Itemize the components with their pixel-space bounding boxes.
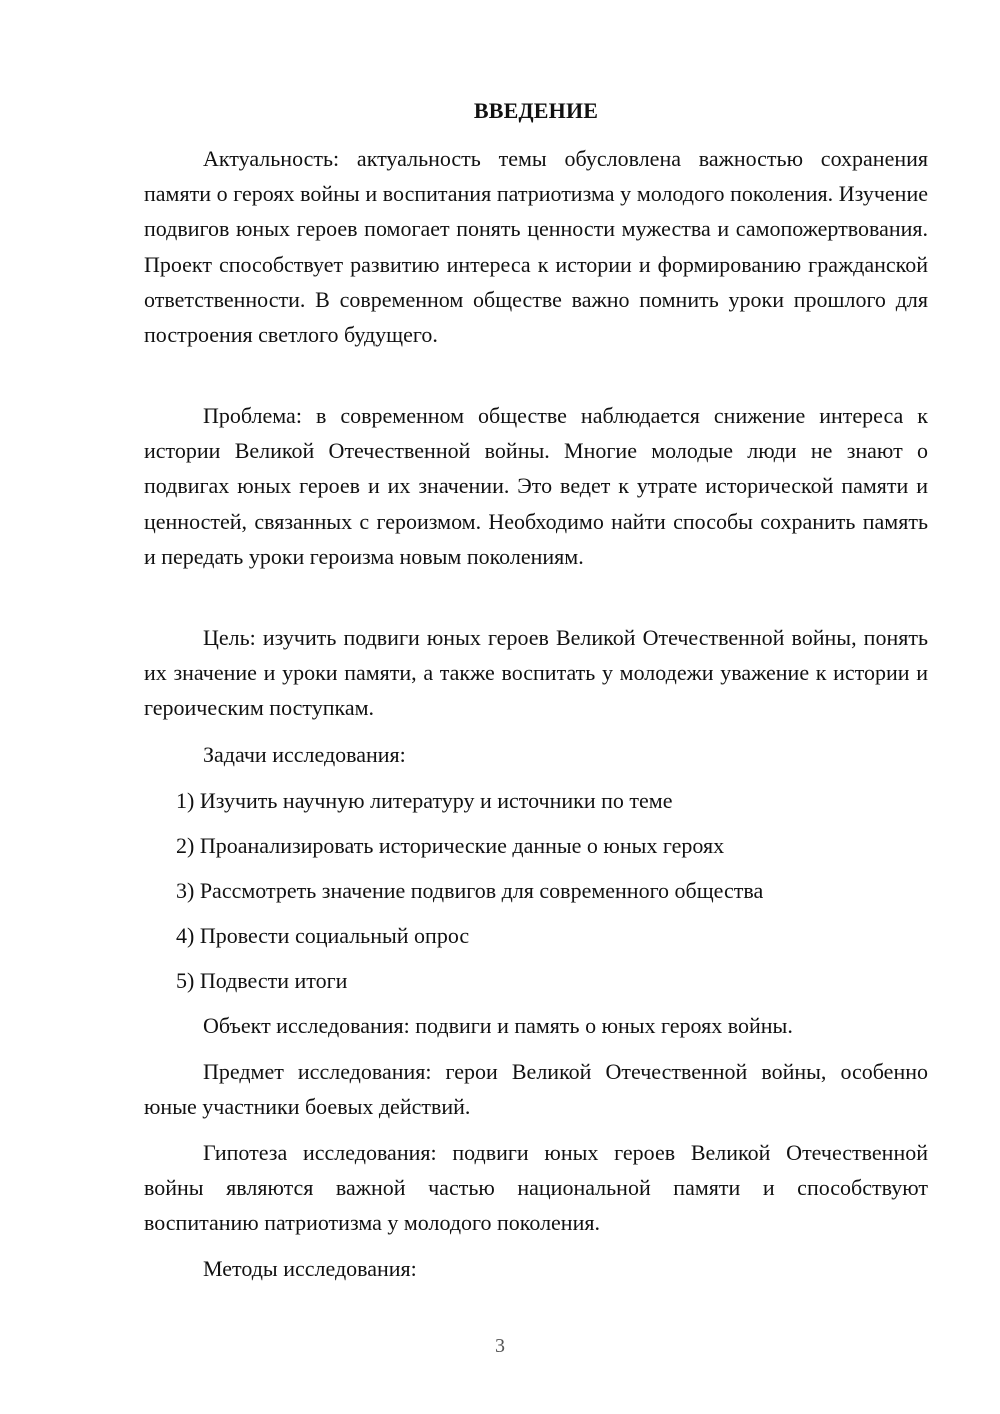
page-number: 3	[495, 1335, 505, 1357]
paragraph-tasks-heading: Задачи исследования:	[203, 742, 406, 767]
task-list-item-5: 5) Подвести итоги	[176, 968, 348, 993]
task-list-item-2: 2) Проанализировать исторические данные о юных героях	[176, 833, 725, 858]
paragraph-goal: Цель: изучить подвиги юных героев Великой Отечественной войны, понять их значение и уроки памяти, а также воспитать у молодежи уважение к истории и героическим поступкам.	[144, 625, 928, 721]
section-title: ВВЕДЕНИЕ	[473, 98, 599, 123]
paragraph-methods-heading: Методы исследования:	[203, 1256, 417, 1281]
task-list-item-3: 3) Рассмотреть значение подвигов для современного общества	[176, 878, 764, 903]
task-list-item-4: 4) Провести социальный опрос	[176, 923, 470, 948]
paragraph-object: Объект исследования: подвиги и память о юных героях войны.	[203, 1013, 793, 1038]
paragraph-hypothesis: Гипотеза исследования: подвиги юных героев Великой Отечественной войны являются важной частью национальной памяти и способствуют воспитанию патриотизма у молодого поколения.	[144, 1140, 928, 1236]
task-list-item-1: 1) Изучить научную литературу и источники по теме	[176, 788, 673, 813]
paragraph-problem: Проблема: в современном обществе наблюдается снижение интереса к истории Великой Отечественной войны. Многие молодые люди не знают о подвигах юных героев и их значении. Это ведет к утрате исторической памяти и ценностей, связанных с героизмом. Необходимо найти способы сохранить память и передать уроки героизма новым поколениям.	[144, 403, 928, 569]
paragraph-subject: Предмет исследования: герои Великой Отечественной войны, особенно юные участники боевых действий.	[144, 1059, 928, 1120]
paragraph-relevance: Актуальность: актуальность темы обусловлена важностью сохранения памяти о героях войны и воспитания патриотизма у молодого поколения. Изучение подвигов юных героев помогает понять ценности мужества и самопожертвования. Проект способствует развитию интереса к истории и формированию гражданской ответственности. В современном обществе важно помнить уроки прошлого для построения светлого будущего.	[144, 146, 928, 348]
